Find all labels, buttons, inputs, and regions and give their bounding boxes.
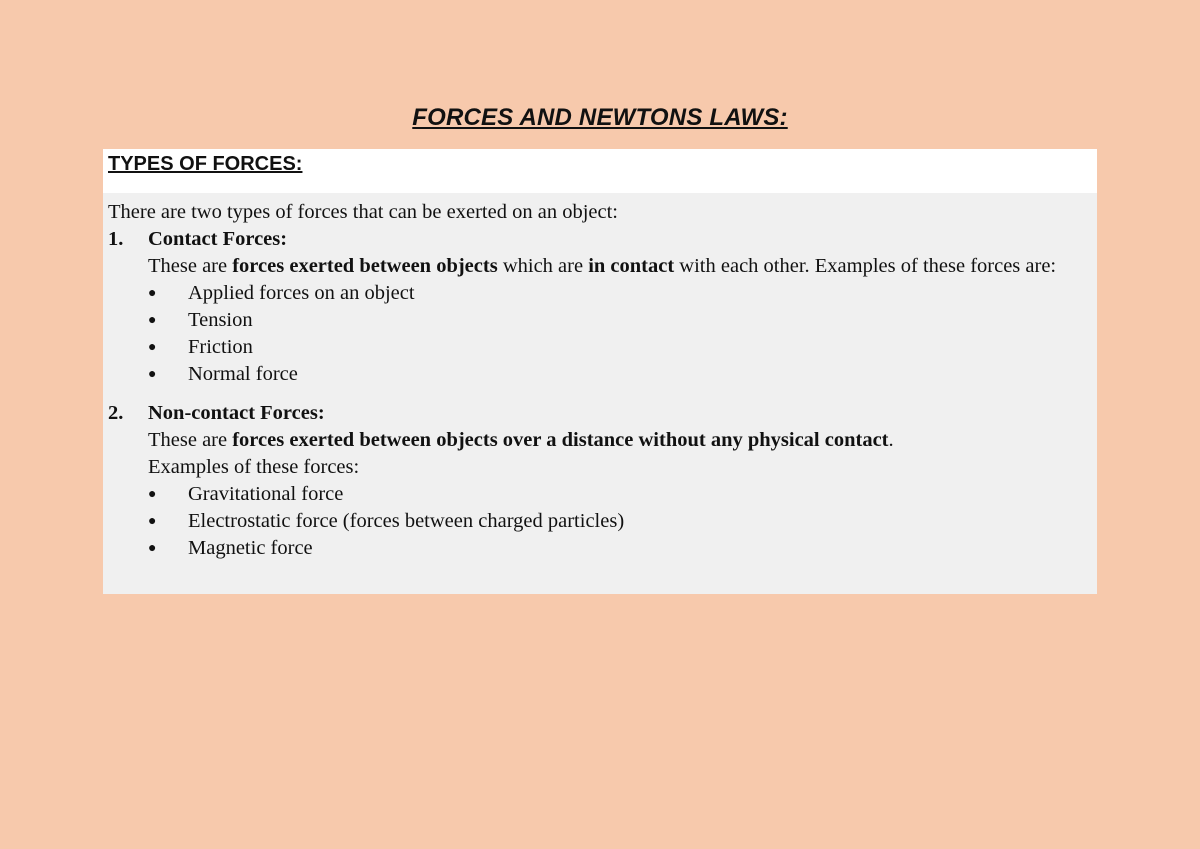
types-of-forces-panel: [103, 149, 1097, 594]
bullet-icon: ●: [148, 286, 157, 301]
non-contact-forces-item: [108, 400, 1097, 562]
item-number: 2.: [108, 402, 124, 424]
non-contact-forces-title: Non-contact Forces:: [148, 402, 325, 424]
bullet-icon: ●: [148, 541, 157, 556]
bullet-icon: ●: [148, 367, 157, 382]
bullet-icon: ●: [148, 340, 157, 355]
section-content: [103, 193, 1097, 562]
list-item: ● Applied forces on an object: [148, 280, 1093, 307]
list-item: ● Friction: [148, 334, 1093, 361]
contact-forces-examples: [148, 280, 1093, 388]
page-title: FORCES AND NEWTONS LAWS:: [412, 104, 788, 131]
contact-forces-title: Contact Forces:: [148, 228, 288, 250]
non-contact-forces-examples-label: Examples of these forces:: [148, 456, 360, 478]
contact-forces-item: [108, 226, 1097, 388]
section-heading: TYPES OF FORCES:: [103, 149, 1097, 193]
non-contact-forces-examples: [148, 481, 1093, 562]
contact-forces-description: These are forces exerted between objects which are in contact with each other. Examples of these forces are:: [148, 255, 1057, 277]
non-contact-forces-description: These are forces exerted between objects over a distance without any physical contact.: [148, 429, 894, 451]
item-number: 1.: [108, 228, 124, 250]
bullet-icon: ●: [148, 514, 157, 529]
list-item: ● Electrostatic force (forces between charged particles): [148, 508, 1093, 535]
list-item: ● Gravitational force: [148, 481, 1093, 508]
list-item: ● Tension: [148, 307, 1093, 334]
bullet-icon: ●: [148, 487, 157, 502]
intro-text: There are two types of forces that can be exerted on an object:: [108, 201, 618, 223]
list-item: ● Magnetic force: [148, 535, 1093, 562]
bullet-icon: ●: [148, 313, 157, 328]
list-item: ● Normal force: [148, 361, 1093, 388]
